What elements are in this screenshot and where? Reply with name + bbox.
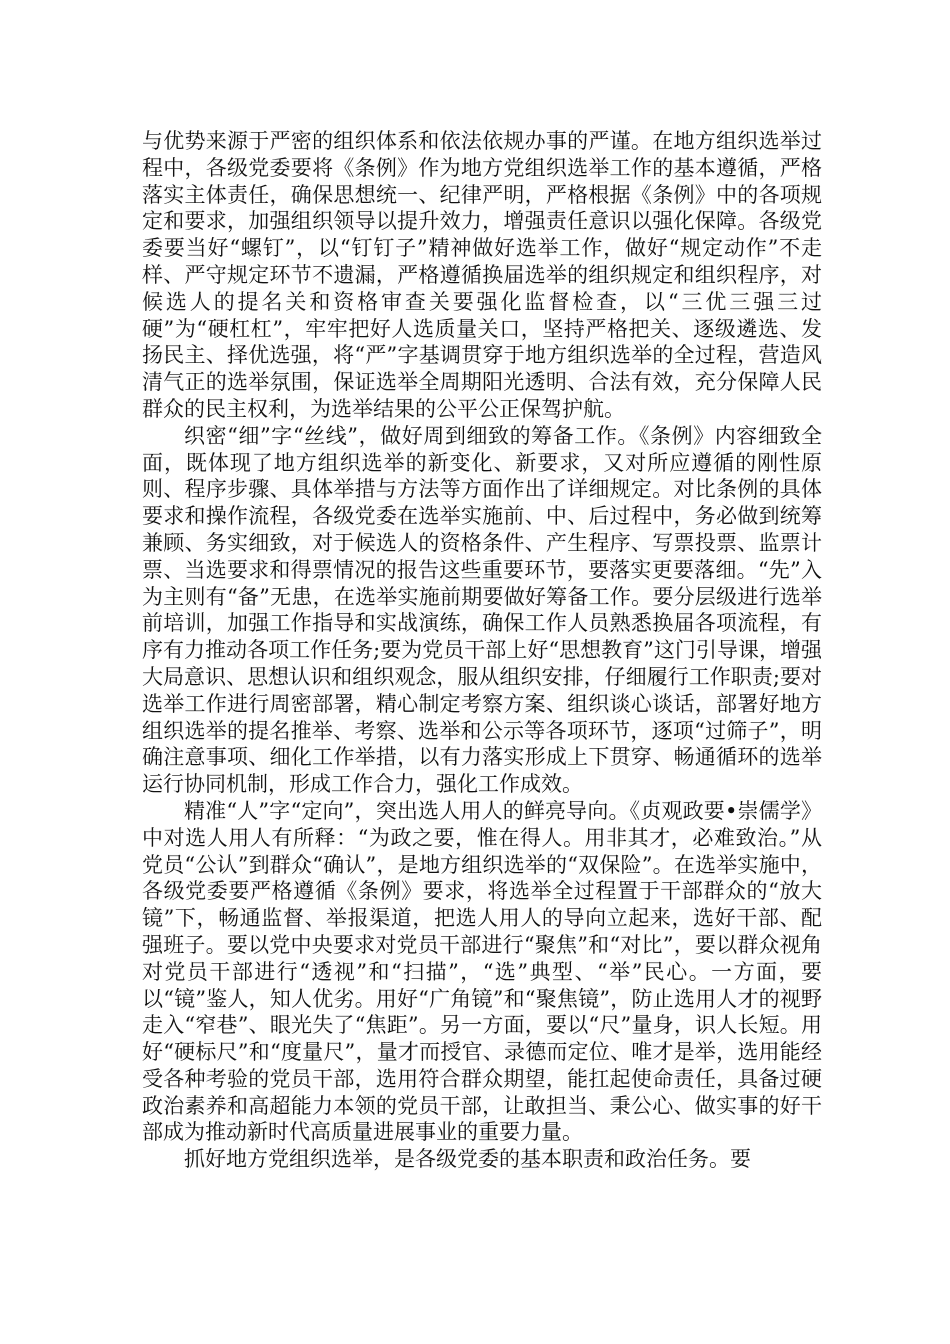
document-body (142, 128, 822, 1173)
paragraph-3: 精准“人”字“定向”，突出选人用人的鲜亮导向。《贞观政要•崇儒学》中对选人用人有所释：“为政之要，惟在得人。用非其才，必难致治。”从党员“公认”到群众“确认”，是地方组织选举的“双保险”。在选举实施中，各级党委要严格遵循《条例》要求，将选举全过程置于干部群众的“放大镜”下，畅通监督、举报渠道，把选人用人的导向立起来，选好干部、配强班子。要以党中央要求对党员干部进行“聚焦”和“对比”，要以群众视角对党员干部进行“透视”和“扫描”，“选”典型、“举”民心。一方面，要以“镜”鉴人，知人优劣。用好“广角镜”和“聚焦镜”，防止选用人才的视野走入“窄巷”、眼光失了“焦距”。另一方面，要以“尺”量身，识人长短。用好“硬标尺”和“度量尺”，量才而授官、录德而定位、唯才是举，选用能经受各种考验的党员干部，选用符合群众期望，能扛起使命责任，具备过硬政治素养和高超能力本领的党员干部，让敢担当、秉公心、做实事的好干部成为推动新时代高质量进展事业的重要力量。 (142, 798, 822, 1145)
paragraph-4: 抓好地方党组织选举，是各级党委的基本职责和政治任务。要 (184, 1147, 751, 1172)
paragraph-1: 与优势来源于严密的组织体系和依法依规办事的严谨。在地方组织选举过程中，各级党委要将《条例》作为地方党组织选举工作的基本遵循，严格落实主体责任，确保思想统一、纪律严明，严格根据《条例》中的各项规定和要求，加强组织领导以提升效力，增强责任意识以强化保障。各级党委要当好“螺钉”，以“钉钉子”精神做好选举工作，做好“规定动作”不走样、严守规定环节不遗漏，严格遵循换届选举的组织规定和组织程序，对候选人的提名关和资格审查关要强化监督检查，以“三优三强三过硬”为“硬杠杠”，牢牢把好人选质量关口，坚持严格把关、逐级遴选、发扬民主、择优选强，将“严”字基调贯穿于地方组织选举的全过程，营造风清气正的选举氛围，保证选举全周期阳光透明、合法有效，充分保障人民群众的民主权利，为选举结果的公平公正保驾护航。 (142, 129, 822, 421)
paragraph-2: 织密“细”字“丝线”，做好周到细致的筹备工作。《条例》内容细致全面，既体现了地方组织选举的新变化、新要求，又对所应遵循的刚性原则、程序步骤、具体举措与方法等方面作出了详细规定。对比条例的具体要求和操作流程，各级党委在选举实施前、中、后过程中，务必做到统筹兼顾、务实细致，对于候选人的资格条件、产生程序、写票投票、监票计票、当选要求和得票情况的报告这些重要环节，要落实更要落细。“先”入为主则有“备”无患，在选举实施前期要做好筹备工作。要分层级进行选举前培训，加强工作指导和实战演练，确保工作人员熟悉换届各项流程，有序有力推动各项工作任务;要为党员干部上好“思想教育”这门引导课，增强大局意识、思想认识和组织观念，服从组织安排，仔细履行工作职责;要对选举工作进行周密部署，精心制定考察方案、组织谈心谈话，部署好地方组织选举的提名推举、考察、选举和公示等各项环节，逐项“过筛子”，明确注意事项、细化工作举措，以有力落实形成上下贯穿、畅通循环的选举运行协同机制，形成工作合力，强化工作成效。 (142, 423, 822, 797)
